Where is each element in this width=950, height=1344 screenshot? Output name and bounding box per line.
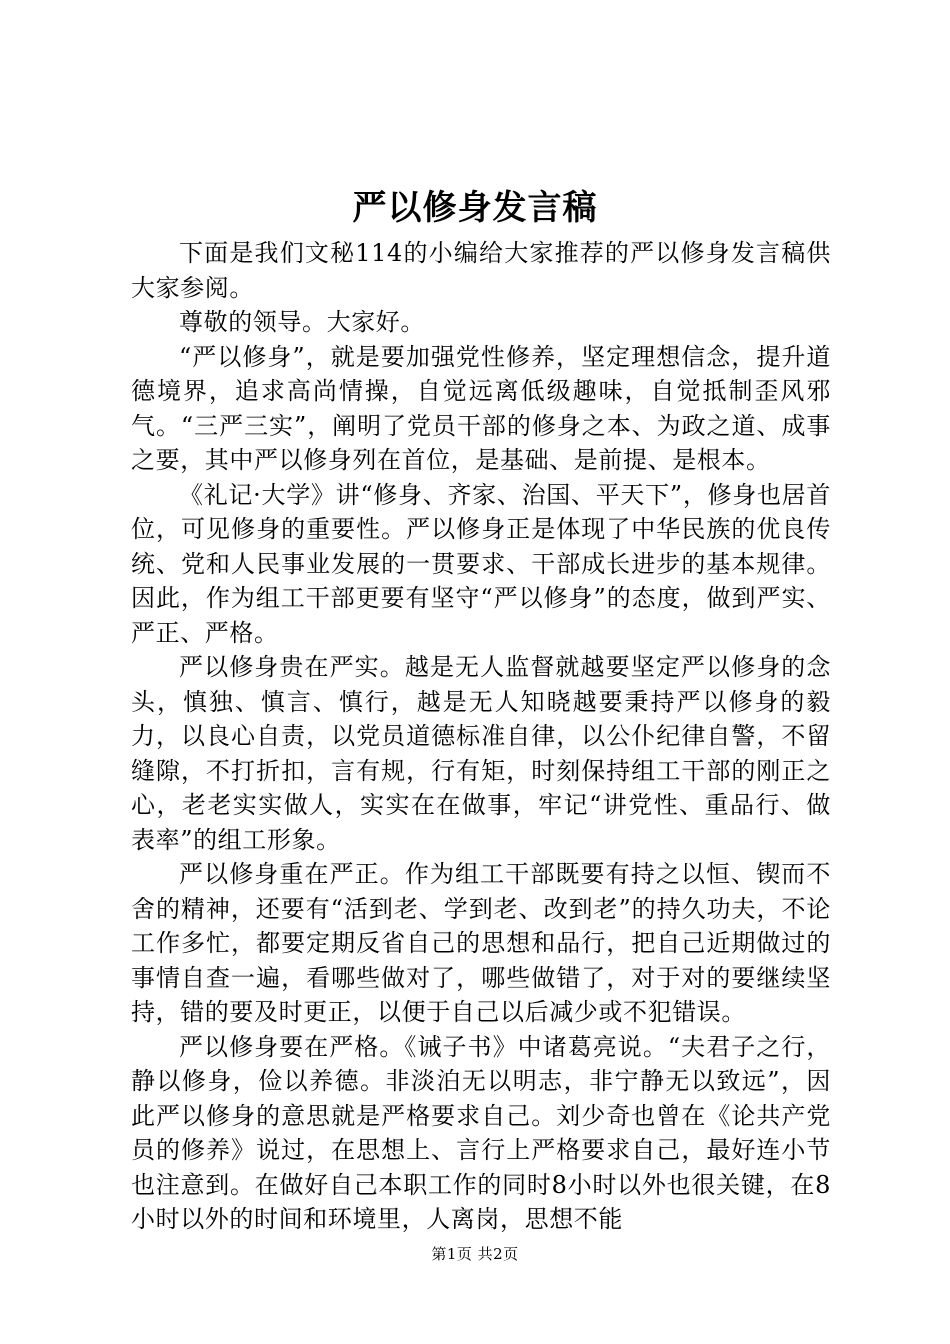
paragraph-definition: “严以修身”，就是要加强党性修养，坚定理想信念，提升道德境界，追求高尚情操，自觉远离低级趣味，自觉抵制歪风邪气。“三严三实”，阐明了党员干部的修身之本、为政之道、成事之要，其中严以修身列在首位，是基础、是前提、是根本。 (131, 342, 831, 474)
page-footer: 第1页 共2页 (431, 1245, 519, 1263)
paragraph-yanshi: 严以修身贵在严实。越是无人监督就越要坚定严以修身的念头，慎独、慎言、慎行，越是无人知晓越要秉持严以修身的毅力，以良心自责，以党员道德标准自律，以公仆纪律自警，不留缝隙，不打折扣，言有规，行有矩，时刻保持组工干部的刚正之心，老老实实做人，实实在在做事，牢记“讲党性、重品行、做表率”的组工形象。 (131, 653, 831, 854)
paragraph-greeting: 尊敬的领导。大家好。 (179, 308, 425, 336)
paragraph-yange: 严以修身要在严格。《诫子书》中诸葛亮说。“夫君子之行，静以修身，俭以养德。非淡泊无以明志，非宁静无以致远”，因此严以修身的意思就是严格要求自己。刘少奇也曾在《论共产党员的修养》说过，在思想上、言行上严格要求自己，最好连小节也注意到。在做好自己本职工作的同时8小时以外也很关键，在8小时以外的时间和环境里，人离岗，思想不能 (131, 1032, 831, 1233)
document-body (131, 236, 831, 1237)
document-title: 严以修身发言稿 (352, 188, 598, 228)
paragraph-liji: 《礼记·大学》讲“修身、齐家、治国、平天下”，修身也居首位，可见修身的重要性。严以修身正是体现了中华民族的优良传统、党和人民事业发展的一贯要求、干部成长进步的基本规律。因此，作为组工干部更要有坚守“严以修身”的态度，做到严实、严正、严格。 (131, 480, 831, 647)
paragraph-yanzheng: 严以修身重在严正。作为组工干部既要有持之以恒、锲而不舍的精神，还要有“活到老、学到老、改到老”的持久功夫，不论工作多忙，都要定期反省自己的思想和品行，把自己近期做过的事情自查一遍，看哪些做对了，哪些做错了，对于对的要继续坚持，错的要及时更正，以便于自己以后减少或不犯错误。 (131, 860, 831, 1026)
paragraph-intro: 下面是我们文秘114的小编给大家推荐的严以修身发言稿供大家参阅。 (131, 239, 831, 302)
